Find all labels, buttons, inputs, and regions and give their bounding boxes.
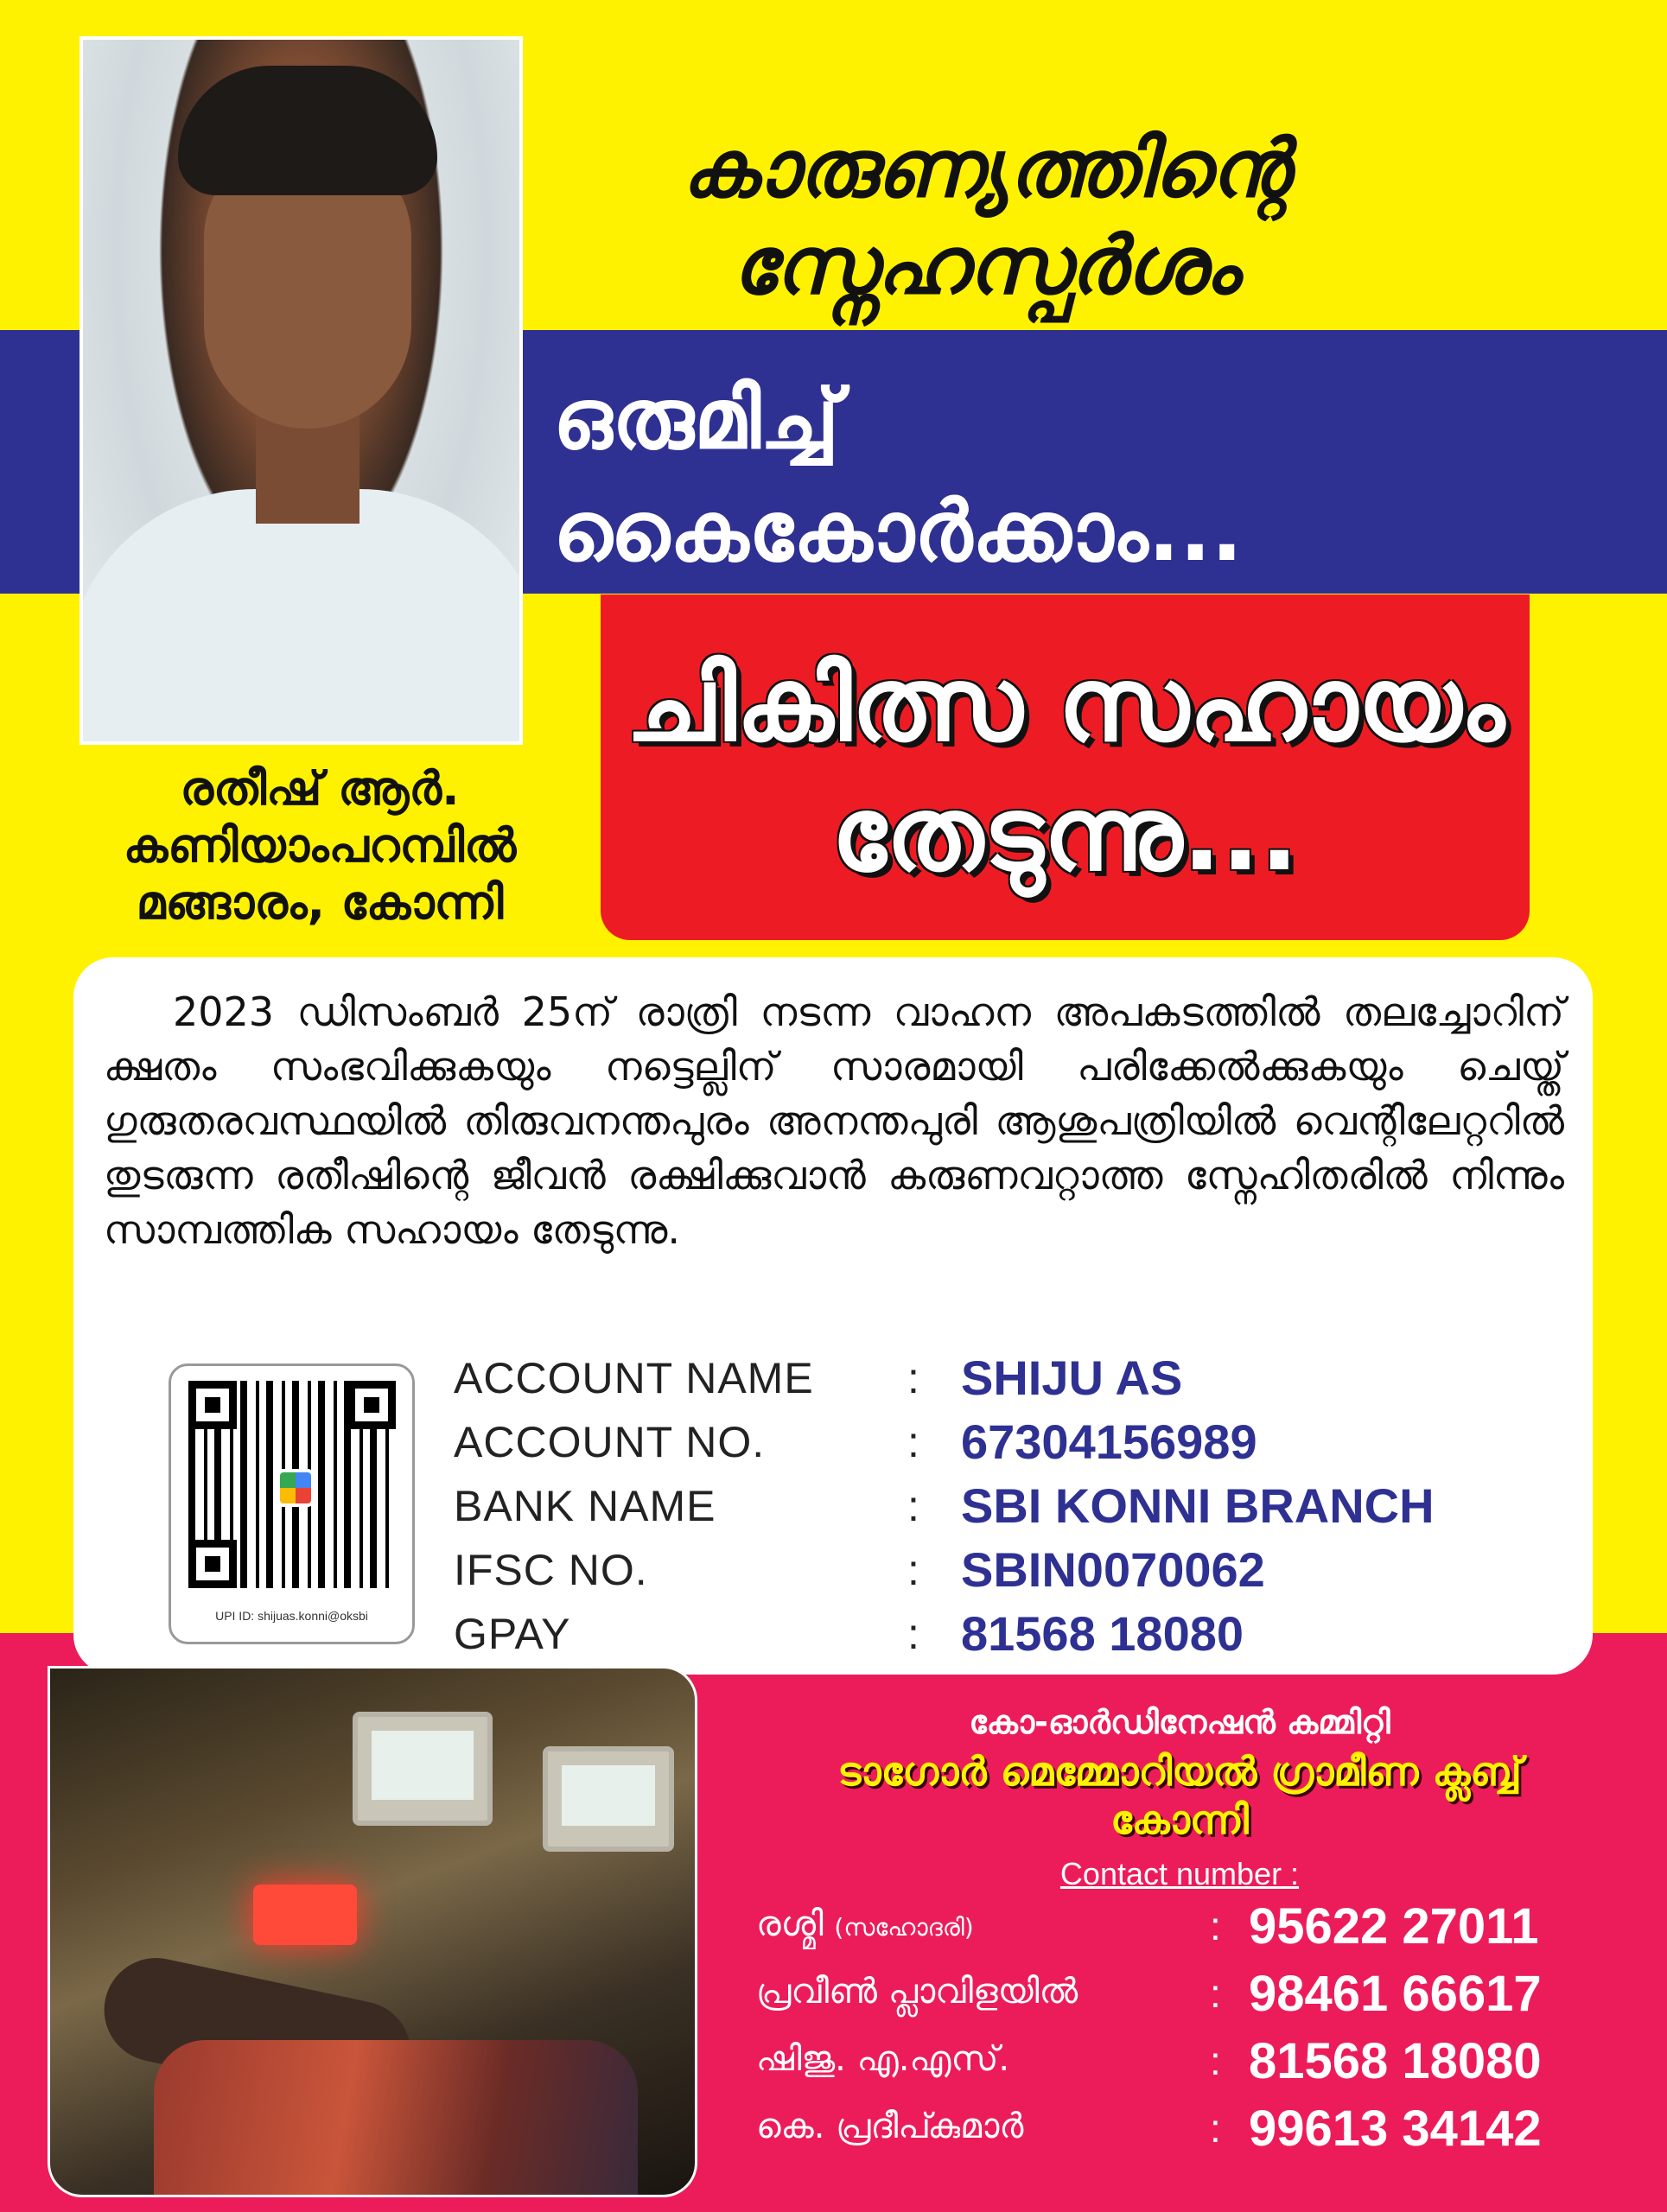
account-row-bank [454,1478,1577,1545]
contact-phone[interactable]: 95622 27011 [1249,1898,1539,1955]
separator-colon: : [907,1482,919,1530]
hospital-photo [48,1666,697,2197]
contact-phone[interactable]: 81568 18080 [1249,2033,1542,2089]
patient-name-block [52,760,588,931]
account-label: ACCOUNT NO. [454,1418,766,1466]
contact-row [756,1897,1646,1967]
separator-colon: : [1210,2106,1221,2151]
help-title-line-2: തേടുന്നു... [831,774,1299,893]
separator-colon: : [1210,1971,1221,2016]
patient-place: മങ്ങാരം, കോന്നി [136,875,504,930]
account-value: SBIN0070062 [961,1542,1265,1597]
contact-name: പ്രവീൺ പ്ലാവിളയിൽ [756,1972,1078,2012]
contact-name: ഷിജു. എ.എസ്. [756,2039,1010,2079]
account-row-ifsc [454,1542,1577,1609]
account-row-name [454,1353,1577,1417]
account-label: GPAY [454,1610,571,1658]
contact-phone[interactable]: 99613 34142 [1249,2101,1542,2157]
contact-name [756,1904,974,1944]
help-title [601,639,1530,899]
separator-colon: : [907,1610,919,1658]
photo-monitor-shape [353,1712,493,1826]
contact-name-text: രശ്മി [756,1904,824,1944]
patient-photo [80,36,523,745]
account-row-number [454,1414,1577,1481]
contact-phone[interactable]: 98461 66617 [1249,1966,1542,2022]
qr-finder-bottom-left [188,1540,237,1588]
committee-title: കോ-ഓർഡിനേഷൻ കമ്മിറ്റി [969,1703,1390,1741]
account-value: SHIJU AS [961,1351,1183,1405]
help-title-line-1: ചികിത്സ സഹായം [626,645,1505,764]
tagline-line-1: കാരുണ്യത്തിന്റെ [681,123,1289,215]
together-line-1: ഒരുമിച്ച് [553,371,839,467]
separator-colon: : [1210,1904,1221,1948]
qr-finder-top-right [347,1381,396,1429]
contact-note: (സഹോദരി) [834,1913,974,1942]
separator-colon: : [907,1354,919,1402]
club-name-line-1: ടാഗോർ മെമ്മോറിയൽ ഗ്രാമീണ ക്ലബ്ബ് [837,1748,1522,1795]
upi-id-text: UPI ID: shijuas.konni@oksbi [215,1609,368,1623]
account-label: IFSC NO. [454,1546,648,1594]
photo-hair-shape [178,66,437,195]
together-line-2: കൈകോർക്കാം... [553,483,1243,580]
club-name-line-2: കോന്നി [1110,1796,1249,1843]
tagline [570,121,1400,315]
tagline-line-2: സ്നേഹസ്പർശം [731,219,1239,312]
together-heading [553,363,1504,588]
photo-shirt-shape [80,489,523,745]
photo-red-light-shape [253,1885,357,1945]
contact-name: കെ. പ്രദീപ്കുമാർ [756,2107,1024,2146]
photo-blanket-shape [154,2040,638,2196]
contact-heading: Contact number : [1059,1856,1300,1891]
patient-name: രതീഷ് ആർ. [180,761,460,816]
account-value: SBI KONNI BRANCH [961,1478,1435,1533]
gpay-logo-icon [277,1469,315,1507]
contact-row [756,2032,1646,2101]
account-value: 81568 18080 [961,1606,1244,1661]
contact-row [756,2100,1646,2169]
account-row-gpay [454,1606,1577,1673]
story-paragraph: 2023 ഡിസംബർ 25ന് രാത്രി നടന്ന വാഹന അപകടത്തിൽ തലച്ചോറിന് ക്ഷതം സംഭവിക്കുകയും നട്ടെല്ലിന് സാരമായി പരിക്കേൽക്കുകയും ചെയ്ത് ഗുരുതരവസ്ഥയിൽ തിരുവനന്തപുരം അനന്തപുരി ആശുപത്രിയിൽ വെന്റിലേറ്ററിൽ തുടരുന്ന രതീഷിന്റെ ജീവൻ രക്ഷിക്കുവാൻ കരുണവറ്റാത്ത സ്നേഹിതരിൽ നിന്നും സാമ്പത്തിക സഹായം തേടുന്നു. [104,988,1564,1253]
account-label: ACCOUNT NAME [454,1354,814,1402]
photo-ventilator-shape [543,1746,674,1852]
account-value: 67304156989 [961,1414,1257,1469]
club-name [717,1747,1642,1844]
account-label: BANK NAME [454,1482,716,1530]
separator-colon: : [907,1418,919,1466]
qr-finder-top-left [188,1381,237,1429]
separator-colon: : [1210,2038,1221,2083]
separator-colon: : [907,1546,919,1594]
patient-house: കണിയാംപറമ്പിൽ [123,818,517,873]
contact-row [756,1965,1646,2034]
